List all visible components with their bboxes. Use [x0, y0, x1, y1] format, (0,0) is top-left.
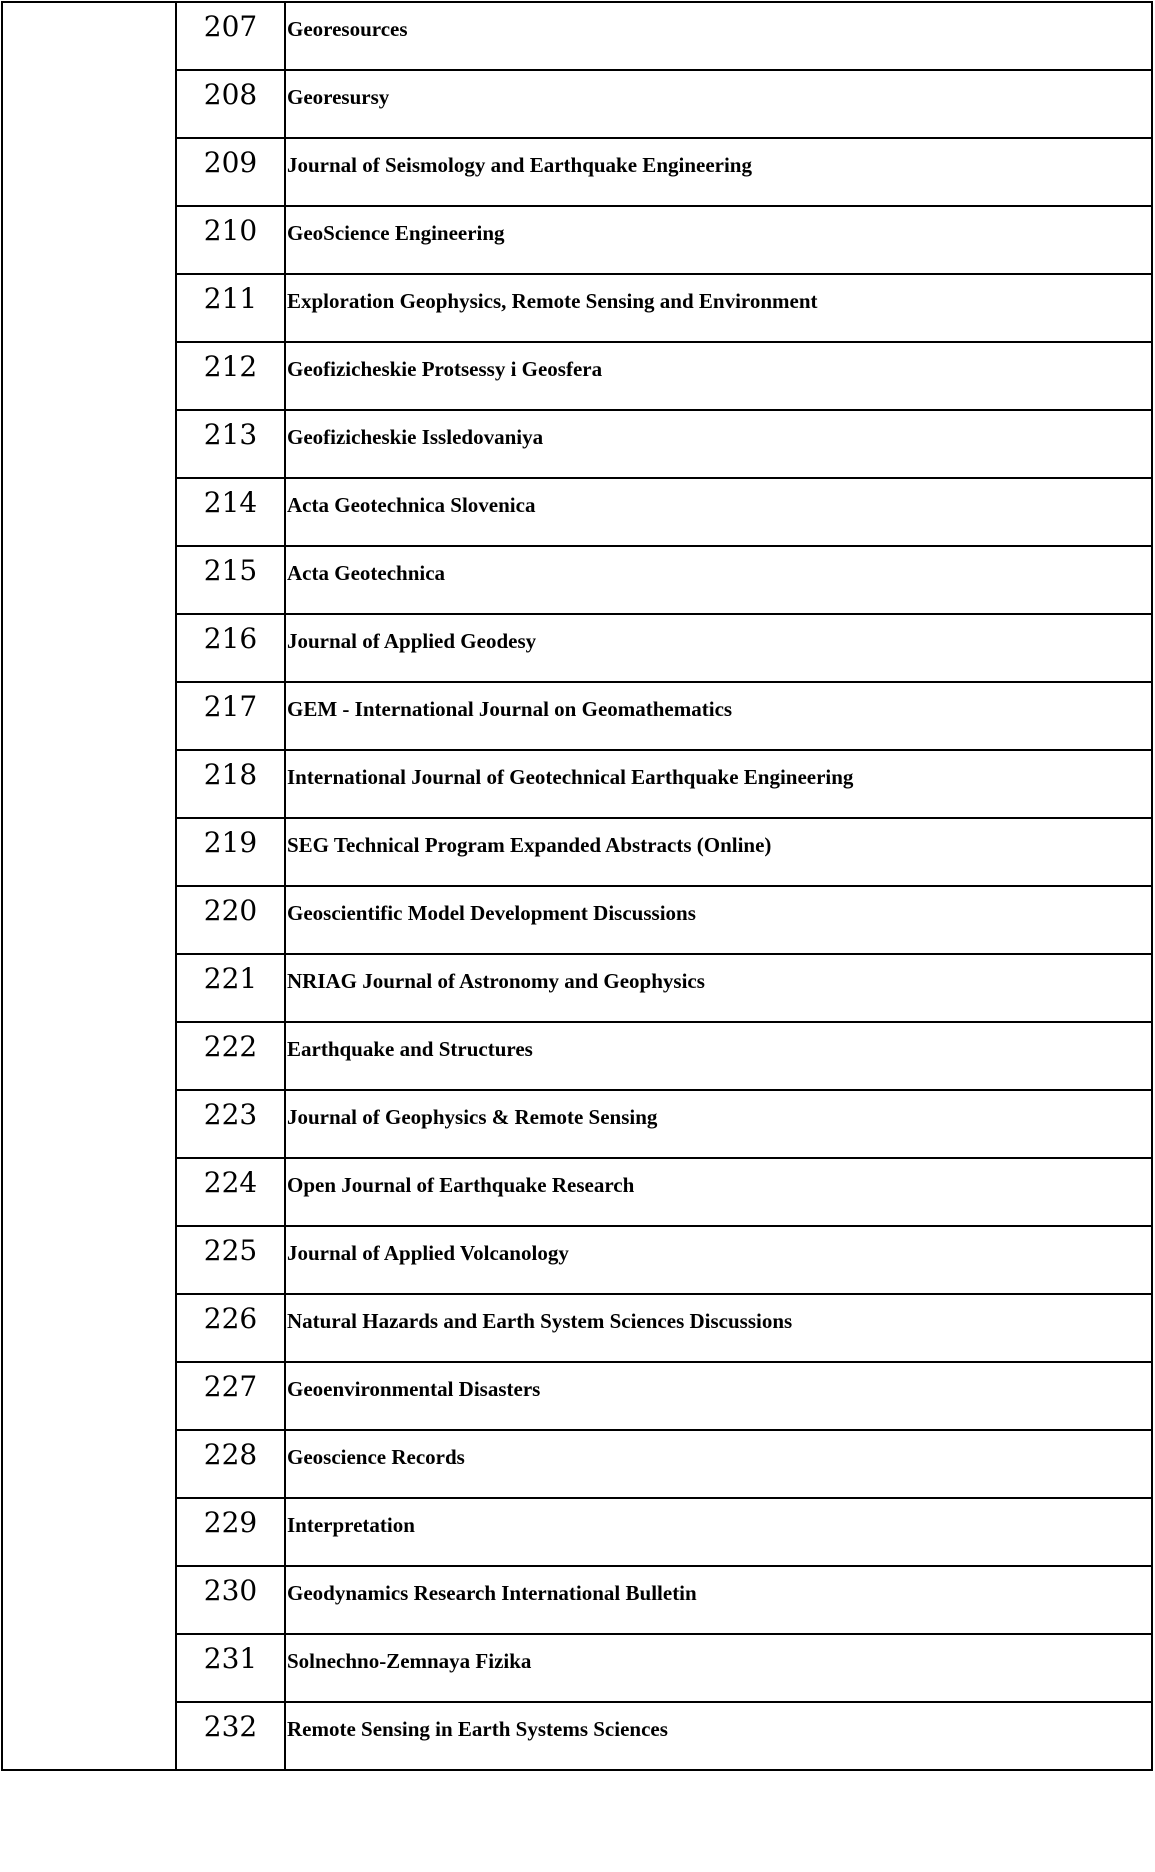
row-number-cell	[176, 750, 285, 818]
row-number: 221	[203, 962, 258, 995]
journal-title: Journal of Seismology and Earthquake Engineering	[287, 153, 752, 177]
journal-title-cell	[285, 954, 1152, 1022]
row-number: 223	[203, 1098, 258, 1131]
row-number-cell	[176, 342, 285, 410]
journal-title: Solnechno-Zemnaya Fizika	[287, 1649, 532, 1673]
row-number-cell	[176, 1498, 285, 1566]
journal-title-cell	[285, 274, 1152, 342]
journal-title: Open Journal of Earthquake Research	[287, 1173, 635, 1197]
row-number: 224	[203, 1166, 258, 1199]
journal-title: Earthquake and Structures	[287, 1037, 533, 1061]
journal-title-cell	[285, 818, 1152, 886]
journal-title-cell	[285, 342, 1152, 410]
journal-title-cell	[285, 138, 1152, 206]
row-number: 231	[203, 1642, 258, 1675]
row-number-cell	[176, 1158, 285, 1226]
row-number: 214	[203, 486, 258, 519]
row-number: 212	[203, 350, 258, 383]
journal-title: Remote Sensing in Earth Systems Sciences	[287, 1717, 668, 1741]
journal-title-cell	[285, 2, 1152, 70]
row-number-cell	[176, 70, 285, 138]
row-number-cell	[176, 1702, 285, 1770]
journal-title: GEM - International Journal on Geomathematics	[287, 697, 733, 721]
journal-title: Journal of Geophysics & Remote Sensing	[287, 1105, 658, 1129]
row-number-cell	[176, 138, 285, 206]
row-number: 211	[203, 282, 258, 315]
journal-table-body	[2, 2, 1152, 1770]
row-number-cell	[176, 546, 285, 614]
journal-title: Georesources	[287, 17, 408, 41]
row-number-cell	[176, 1294, 285, 1362]
row-number: 227	[203, 1370, 258, 1403]
row-number: 207	[203, 10, 258, 43]
row-number: 215	[203, 554, 258, 587]
journal-title-cell	[285, 682, 1152, 750]
journal-title: Acta Geotechnica	[287, 561, 446, 585]
row-number-cell	[176, 1362, 285, 1430]
journal-title-cell	[285, 478, 1152, 546]
journal-title-cell	[285, 1226, 1152, 1294]
row-number-cell	[176, 1430, 285, 1498]
row-number: 219	[203, 826, 258, 859]
row-number: 218	[203, 758, 258, 791]
row-number: 213	[203, 418, 258, 451]
row-number-cell	[176, 410, 285, 478]
row-number: 225	[203, 1234, 258, 1267]
journal-title-cell	[285, 1158, 1152, 1226]
journal-title: Interpretation	[287, 1513, 415, 1537]
blank-cell	[2, 2, 176, 1770]
journal-title-cell	[285, 1634, 1152, 1702]
journal-title: Geofizicheskie Issledovaniya	[287, 425, 544, 449]
journal-title: Exploration Geophysics, Remote Sensing and Environment	[287, 289, 818, 313]
row-number-cell	[176, 2, 285, 70]
row-number: 210	[203, 214, 258, 247]
journal-title: Geoscience Records	[287, 1445, 465, 1469]
row-number: 229	[203, 1506, 258, 1539]
journal-title-cell	[285, 1090, 1152, 1158]
journal-title: Geofizicheskie Protsessy i Geosfera	[287, 357, 603, 381]
journal-title: Journal of Applied Volcanology	[287, 1241, 569, 1265]
journal-title-cell	[285, 410, 1152, 478]
journal-title: SEG Technical Program Expanded Abstracts (Online)	[287, 833, 772, 857]
journal-title: NRIAG Journal of Astronomy and Geophysics	[287, 969, 705, 993]
journal-title-cell	[285, 206, 1152, 274]
table-row	[2, 2, 1152, 70]
row-number: 217	[203, 690, 258, 723]
row-number: 230	[203, 1574, 258, 1607]
journal-title-cell	[285, 886, 1152, 954]
row-number-cell	[176, 1022, 285, 1090]
journal-title-cell	[285, 546, 1152, 614]
row-number-cell	[176, 274, 285, 342]
journal-title-cell	[285, 1022, 1152, 1090]
row-number-cell	[176, 1226, 285, 1294]
journal-title: Geoenvironmental Disasters	[287, 1377, 541, 1401]
journal-title: Geodynamics Research International Bulletin	[287, 1581, 697, 1605]
row-number-cell	[176, 1634, 285, 1702]
journal-title: Acta Geotechnica Slovenica	[287, 493, 536, 517]
journal-title: Journal of Applied Geodesy	[287, 629, 537, 653]
journal-title: Natural Hazards and Earth System Sciences Discussions	[287, 1309, 793, 1333]
journal-title-cell	[285, 1566, 1152, 1634]
journal-title: Georesursy	[287, 85, 390, 109]
row-number-cell	[176, 1566, 285, 1634]
row-number: 232	[203, 1710, 258, 1743]
journal-title: Geoscientific Model Development Discussions	[287, 901, 696, 925]
row-number: 209	[203, 146, 258, 179]
journal-table	[1, 1, 1153, 1771]
row-number: 208	[203, 78, 258, 111]
row-number-cell	[176, 206, 285, 274]
journal-title-cell	[285, 1294, 1152, 1362]
row-number-cell	[176, 682, 285, 750]
row-number-cell	[176, 954, 285, 1022]
journal-title-cell	[285, 1498, 1152, 1566]
row-number-cell	[176, 1090, 285, 1158]
row-number: 228	[203, 1438, 258, 1471]
journal-title-cell	[285, 750, 1152, 818]
row-number: 222	[203, 1030, 258, 1063]
journal-title-cell	[285, 70, 1152, 138]
row-number-cell	[176, 614, 285, 682]
row-number: 226	[203, 1302, 258, 1335]
row-number-cell	[176, 478, 285, 546]
journal-title: International Journal of Geotechnical Earthquake Engineering	[287, 765, 854, 789]
journal-title-cell	[285, 1430, 1152, 1498]
journal-title: GeoScience Engineering	[287, 221, 505, 245]
journal-title-cell	[285, 1362, 1152, 1430]
journal-title-cell	[285, 1702, 1152, 1770]
row-number-cell	[176, 818, 285, 886]
row-number-cell	[176, 886, 285, 954]
row-number: 220	[203, 894, 258, 927]
row-number: 216	[203, 622, 258, 655]
journal-title-cell	[285, 614, 1152, 682]
